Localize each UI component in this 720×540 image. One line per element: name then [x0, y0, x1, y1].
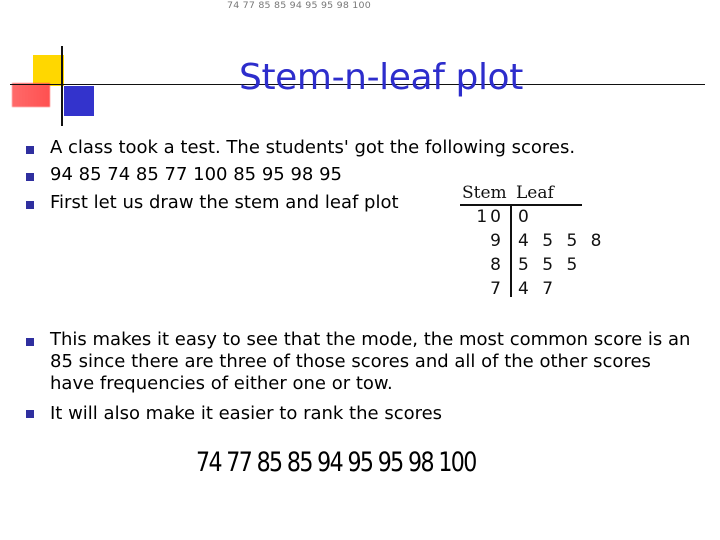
bullet-marker-2 — [26, 173, 34, 181]
top-strip-scores: 74 77 85 85 94 95 95 98 100 — [227, 1, 371, 11]
decorative-yellow-square — [33, 55, 64, 86]
stem-leaf-row-stem-1: 10 — [476, 207, 504, 227]
decorative-vertical-line — [61, 46, 63, 126]
bullet-text-1: A class took a test. The students' got the following scores. — [50, 137, 576, 158]
bullet-marker-5 — [26, 410, 34, 418]
decorative-red-square — [12, 83, 50, 107]
stem-leaf-row-leaf-4: 4 7 — [518, 279, 558, 299]
stem-leaf-header-stem: Stem — [462, 183, 507, 203]
decorative-blue-square — [64, 86, 94, 116]
bullet-marker-4 — [26, 338, 34, 346]
stem-leaf-row-stem-3: 8 — [490, 255, 504, 275]
page-title: Stem-n-leaf plot — [239, 57, 523, 98]
bullet-text-4: This makes it easy to see that the mode, the most common score is an 85 since there are three of those scores and all of the other scores have frequencies of either one or tow. — [50, 329, 691, 394]
stem-leaf-row-stem-2: 9 — [490, 231, 504, 251]
stem-leaf-row-leaf-2: 4 5 5 8 — [518, 231, 606, 251]
stem-leaf-row-stem-4: 7 — [490, 279, 504, 299]
stem-leaf-row-leaf-1: 0 — [518, 207, 533, 227]
bullet-text-2: 94 85 74 85 77 100 85 95 98 95 — [50, 164, 342, 185]
stem-leaf-header-leaf: Leaf — [516, 183, 554, 203]
stem-leaf-header-divider — [460, 204, 582, 206]
stem-leaf-vertical-divider — [510, 205, 512, 297]
bullet-text-3: First let us draw the stem and leaf plot — [50, 192, 399, 213]
bullet-marker-1 — [26, 146, 34, 154]
stem-leaf-row-leaf-3: 5 5 5 — [518, 255, 582, 275]
bullet-marker-3 — [26, 201, 34, 209]
ranked-scores: 74 77 85 85 94 95 95 98 100 — [196, 447, 476, 478]
bullet-text-5: It will also make it easier to rank the scores — [50, 403, 443, 424]
